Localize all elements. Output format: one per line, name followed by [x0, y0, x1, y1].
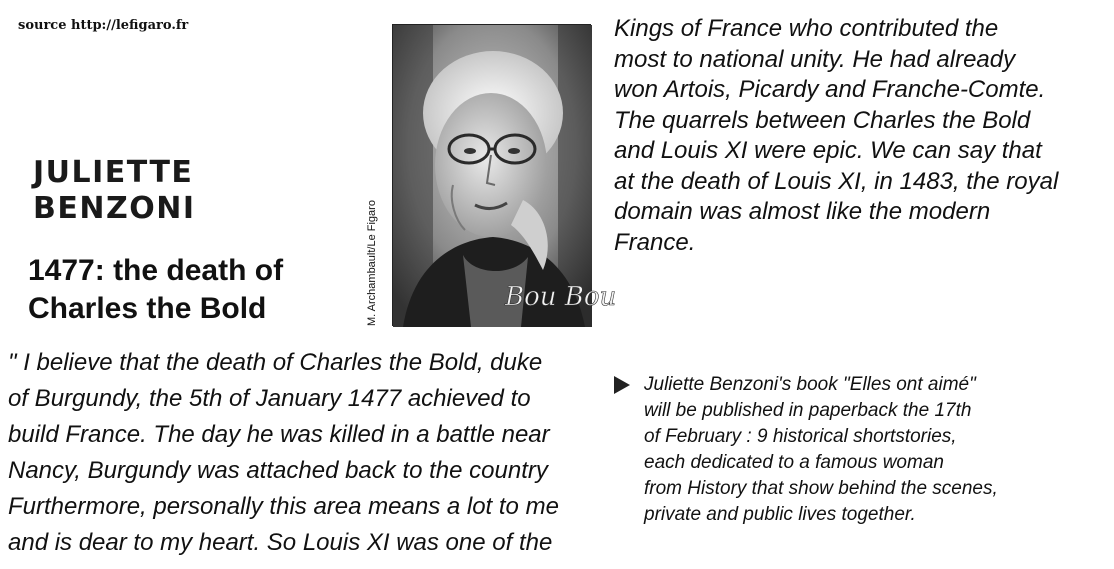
note-line: each dedicated to a famous woman [644, 452, 944, 473]
continuation-line: France. [614, 228, 696, 256]
quote-line: and is dear to my heart. So Louis XI was one of the [8, 529, 553, 556]
author-last-name: BENZONI [33, 191, 196, 226]
portrait-photo [392, 24, 617, 326]
photo-signature: Bou Bou [505, 282, 617, 312]
quote-body [8, 345, 608, 561]
note-line: will be published in paperback the 17th [644, 400, 972, 421]
headline-line: 1477: the death of [28, 254, 284, 287]
quote-continuation [614, 14, 1109, 258]
continuation-line: Kings of France who contributed the [614, 15, 999, 42]
photo-credit [364, 160, 384, 326]
continuation-line: The quarrels between Charles the Bold [614, 106, 1031, 134]
continuation-line: at the death of Louis XI, in 1483, the royal [614, 167, 1059, 195]
book-note-text [644, 372, 1074, 528]
faded-background-text [36, 48, 316, 71]
triangle-arrow-icon [614, 376, 630, 394]
note-line: of February : 9 historical shortstories, [644, 426, 957, 447]
note-line: private and public lives together. [644, 504, 916, 525]
quote-line: of Burgundy, the 5th of January 1477 achieved to [8, 385, 531, 412]
continuation-line: and Louis XI were epic. We can say that [614, 137, 1042, 164]
quote-line: build France. The day he was killed in a battle near [8, 421, 550, 448]
quote-line: Furthermore, personally this area means a lot to me [8, 493, 559, 520]
continuation-line: won Artois, Picardy and Franche-Comte. [614, 76, 1046, 103]
portrait-image [393, 25, 617, 327]
note-line: Juliette Benzoni's book "Elles ont aimé" [644, 374, 976, 395]
source-label: source http://lefigaro.fr [18, 18, 189, 33]
author-first-name: JULIETTE [33, 155, 194, 190]
author-name [33, 155, 196, 227]
note-line: from History that show behind the scenes, [644, 478, 998, 499]
continuation-line: domain was almost like the modern [614, 198, 991, 225]
continuation-line: most to national unity. He had already [614, 45, 1016, 73]
quote-line: Nancy, Burgundy was attached back to the country [8, 457, 548, 484]
photo-credit-text: M. Archambault/Le Figaro [366, 200, 378, 326]
quote-line: " I believe that the death of Charles the Bold, duke [8, 349, 543, 376]
article-headline [28, 252, 348, 328]
headline-line: Charles the Bold [28, 292, 267, 325]
